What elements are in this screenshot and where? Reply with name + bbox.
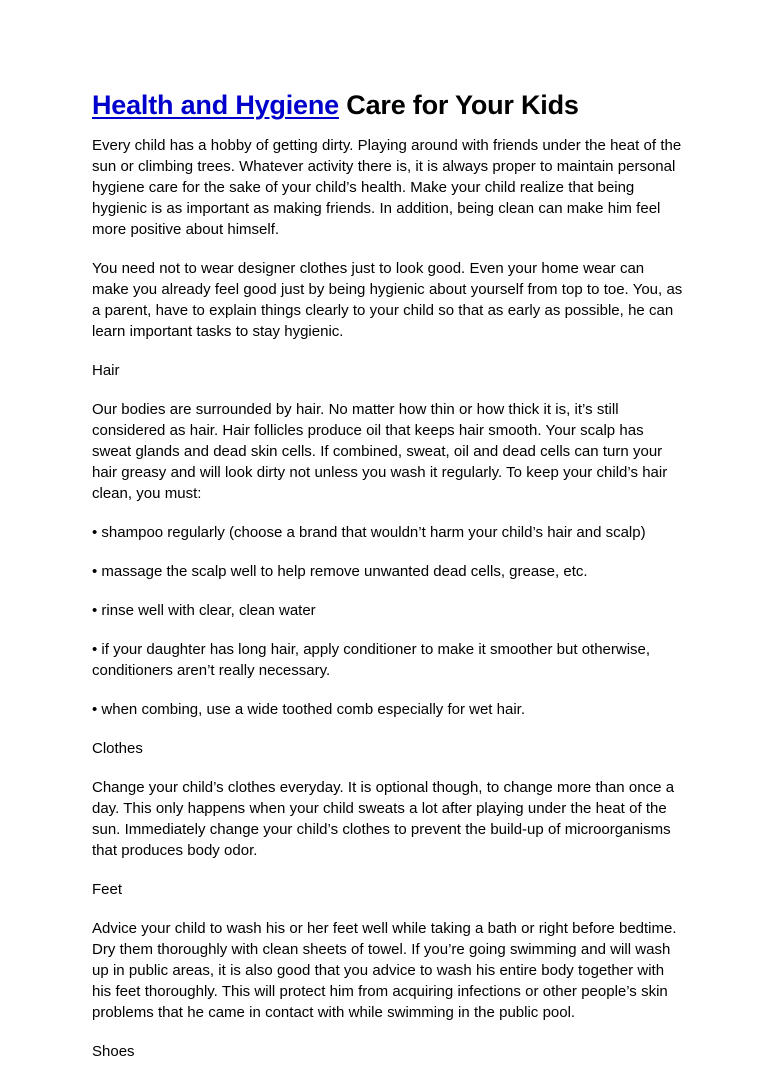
hair-bullet-massage: • massage the scalp well to help remove unwanted dead cells, grease, etc.: [92, 563, 588, 580]
title-rest-text: Care for Your Kids: [338, 90, 579, 120]
section-heading-clothes: Clothes: [92, 740, 143, 757]
section-heading-shoes: Shoes: [92, 1043, 135, 1060]
hair-paragraph: Our bodies are surrounded by hair. No matter how thin or how thick it is, it’s still considered as hair. Hair follicles produce oil that keeps hair smooth. Your scalp has sweat glands and dead skin cells. If combined, sweat, oil and dead cells can turn your hair greasy and will look dirty not unless you wash it regularly. To keep your child’s hair clean, you must:: [92, 401, 668, 502]
feet-paragraph: Advice your child to wash his or her feet well while taking a bath or right before bedtime. Dry them thoroughly with clean sheets of towel. If you’re going swimming and will wash up in public areas, it is also good that you advice to wash his entire body together with his feet thoroughly. This will protect him from acquiring infections or other people’s skin problems that he came in contact with while swimming in the public pool.: [92, 920, 677, 1021]
page-title: [92, 88, 684, 122]
section-heading-feet: Feet: [92, 881, 123, 898]
title-link-health-and-hygiene[interactable]: Health and Hygiene: [92, 90, 339, 120]
intro-paragraph-2: You need not to wear designer clothes just to look good. Even your home wear can make you already feel good just by being hygienic about yourself from top to toe. You, as a parent, have to explain things clearly to your child so that as early as possible, he can learn important tasks to stay hygienic.: [92, 260, 683, 340]
hair-bullet-conditioner: • if your daughter has long hair, apply conditioner to make it smoother but otherwise, conditioners aren’t really necessary.: [92, 641, 651, 679]
document-content: [92, 88, 684, 1062]
section-heading-hair: Hair: [92, 362, 120, 379]
hair-bullet-rinse: • rinse well with clear, clean water: [92, 602, 316, 619]
hair-bullet-combing: • when combing, use a wide toothed comb especially for wet hair.: [92, 701, 525, 718]
hair-bullet-shampoo: • shampoo regularly (choose a brand that wouldn’t harm your child’s hair and scalp): [92, 524, 646, 541]
clothes-paragraph: Change your child’s clothes everyday. It is optional though, to change more than once a day. This only happens when your child sweats a lot after playing under the heat of the sun. Immediately change your child’s clothes to prevent the build-up of microorganisms that produces body odor.: [92, 779, 675, 859]
intro-paragraph-1: Every child has a hobby of getting dirty. Playing around with friends under the heat of the sun or climbing trees. Whatever activity there is, it is always proper to maintain personal hygiene care for the sake of your child’s health. Make your child realize that being hygienic is as important as making friends. In addition, being clean can make him feel more positive about himself.: [92, 137, 682, 238]
